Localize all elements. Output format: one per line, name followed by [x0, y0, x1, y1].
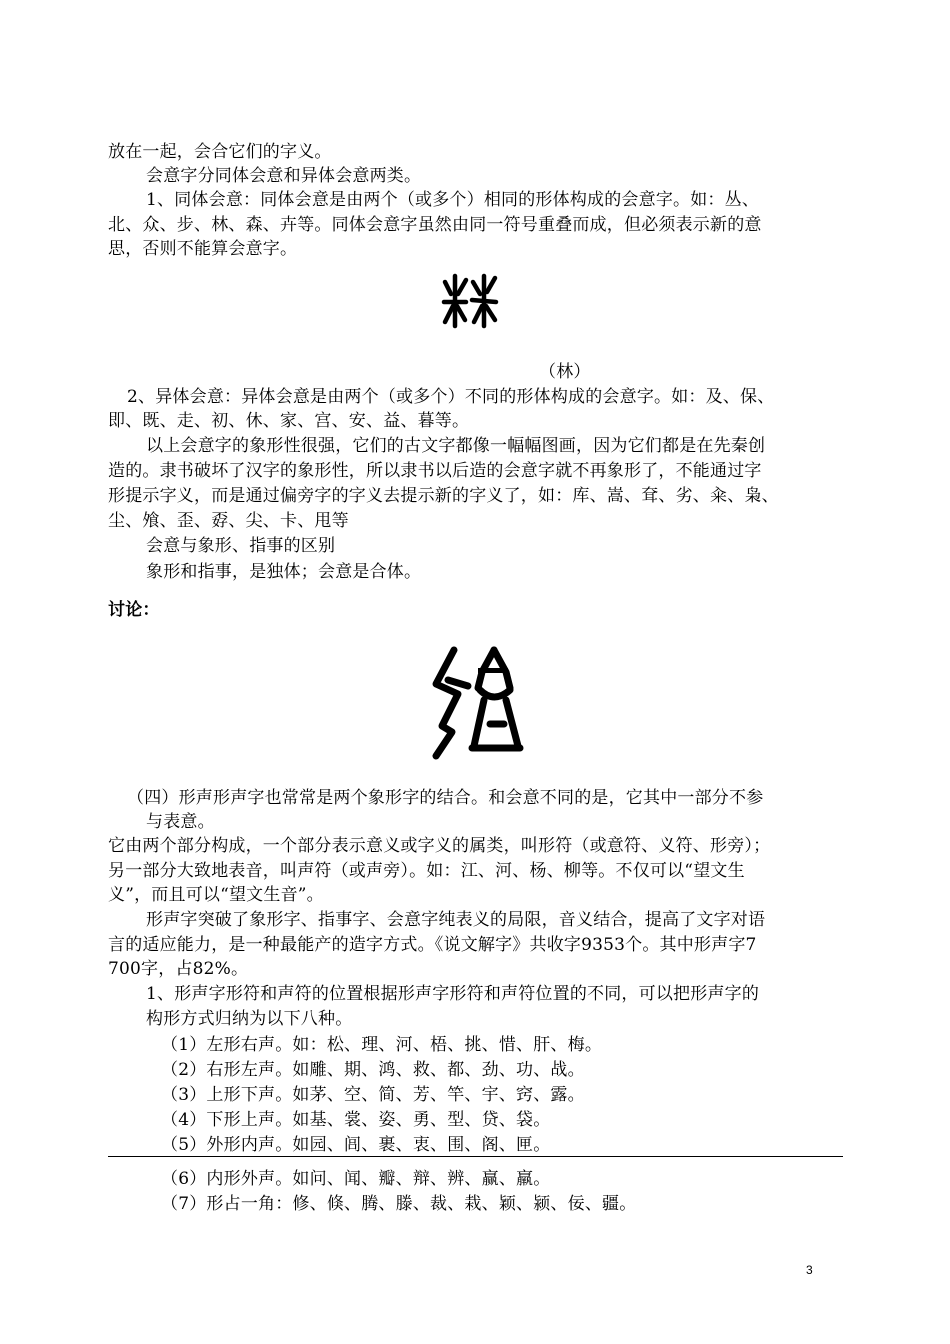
- text-line: 即、既、走、初、休、家、宫、安、益、暮等。: [108, 411, 470, 431]
- list-item: （6）内形外声。如问、闻、瓣、辩、辨、赢、羸。: [161, 1169, 551, 1189]
- text-line: 尘、飧、歪、孬、尖、卡、甩等: [108, 511, 349, 531]
- text-line: 以上会意字的象形性很强，它们的古文字都像一幅幅图画，因为它们都是在先秦创: [146, 436, 766, 456]
- list-item: （4）下形上声。如基、裳、姿、勇、型、贷、袋。: [161, 1110, 551, 1130]
- text-line: 形声字突破了象形字、指事字、会意字纯表义的局限，音义结合，提高了文字对语: [146, 910, 766, 930]
- text-line: 700字，占82%。: [108, 959, 249, 979]
- text-line: 思，否则不能算会意字。: [108, 239, 298, 259]
- list-item: （2）右形左声。如雕、期、鸿、救、都、劲、功、战。: [161, 1060, 585, 1080]
- ancient-glyph-image: [428, 644, 524, 762]
- list-item: （3）上形下声。如茅、空、简、芳、竿、宇、窍、露。: [161, 1085, 585, 1105]
- text-line: 与表意。: [146, 812, 215, 832]
- text-line: 放在一起，会合它们的字义。: [108, 142, 332, 162]
- list-item: （5）外形内声。如园、闾、裹、衷、围、阁、匣。: [161, 1135, 551, 1155]
- ancient-lin-glyph-image: [440, 272, 500, 330]
- text-line: 1、同体会意：同体会意是由两个（或多个）相同的形体构成的会意字。如：丛、: [146, 190, 760, 210]
- text-line: 北、众、步、林、森、卉等。同体会意字虽然由同一符号重叠而成，但必须表示新的意: [108, 215, 762, 235]
- text-line: 它由两个部分构成，一个部分表示意义或字义的属类，叫形符（或意符、义符、形旁）；: [108, 836, 771, 856]
- list-item: （1）左形右声。如：松、理、河、梧、挑、惜、肝、梅。: [161, 1035, 603, 1055]
- text-line: 2、异体会意：异体会意是由两个（或多个）不同的形体构成的会意字。如：及、保、: [127, 387, 775, 407]
- text-line: （四）形声形声字也常常是两个象形字的结合。和会意不同的是，它其中一部分不参: [127, 788, 764, 808]
- text-line: 造的。隶书破坏了汉字的象形性，所以隶书以后造的会意字就不再象形了，不能通过字: [108, 461, 762, 481]
- discussion-heading: 讨论：: [108, 600, 160, 620]
- figure-caption: （林）: [539, 362, 591, 382]
- text-line: 会意与象形、指事的区别: [146, 536, 336, 556]
- text-line: 1、形声字形符和声符的位置根据形声字形符和声符位置的不同，可以把形声字的: [146, 984, 760, 1004]
- text-line: 构形方式归纳为以下八种。: [146, 1009, 353, 1029]
- text-line: 另一部分大致地表音，叫声符（或声旁）。如：江、河、杨、柳等。不仅可以“望文生: [108, 861, 745, 881]
- text-line: 形提示字义，而是通过偏旁字的字义去提示新的字义了，如：库、嵩、耷、劣、籴、枭、: [108, 486, 779, 506]
- text-line: 义”，而且可以“望文生音”。: [108, 885, 324, 905]
- list-item: （7）形占一角：修、倏、腾、滕、裁、栽、颖、颍、佞、疆。: [161, 1194, 637, 1214]
- horizontal-rule: [108, 1156, 843, 1157]
- text-line: 言的适应能力，是一种最能产的造字方式。《说文解字》共收字9353个。其中形声字7: [108, 935, 757, 955]
- text-line: 象形和指事，是独体；会意是合体。: [146, 562, 422, 582]
- text-line: 会意字分同体会意和异体会意两类。: [146, 166, 422, 186]
- page-number: 3: [806, 1263, 813, 1277]
